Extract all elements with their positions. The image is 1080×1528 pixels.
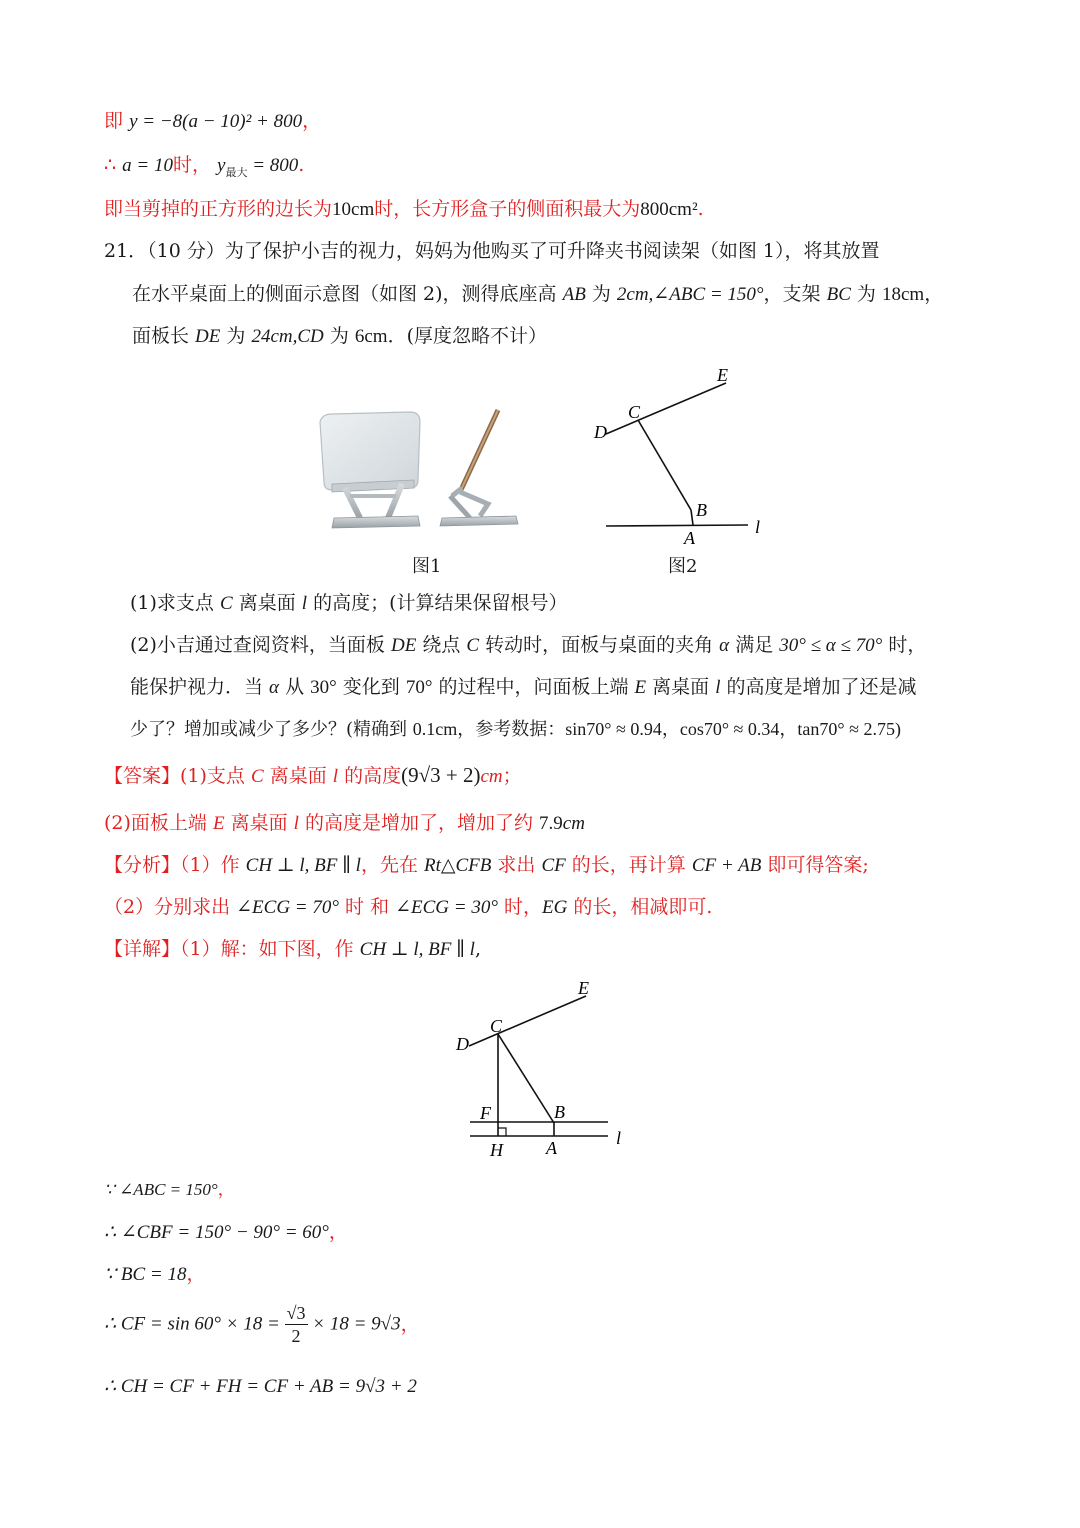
- label-E: E: [578, 978, 589, 998]
- text: 时，: [882, 634, 927, 656]
- text: ．(厚度忽略不计）: [387, 325, 548, 347]
- text: ，: [924, 283, 944, 305]
- figure-1-reading-stand: [310, 400, 530, 540]
- text: 时，: [172, 154, 211, 176]
- formula: CH ⊥ l, BF ∥ l: [359, 939, 475, 960]
- formula: (9√3 + 2): [401, 763, 481, 787]
- text: 离桌面: [232, 592, 302, 614]
- formula: = 800: [247, 155, 299, 176]
- text: 时，长方形盒子的侧面积最大为: [374, 198, 641, 220]
- support-BC: [638, 420, 691, 510]
- text: ，: [328, 1221, 348, 1243]
- text: （2）分别求出: [104, 896, 237, 918]
- text: 少了？增加或减少了多少？(精确到: [130, 719, 413, 740]
- text: 的长，再计算: [565, 854, 692, 876]
- value: 0.1cm: [412, 719, 458, 739]
- formula: DE: [195, 326, 221, 347]
- formula: α: [269, 677, 280, 698]
- label-l: l: [616, 1128, 622, 1148]
- text: 离桌面: [224, 812, 294, 834]
- text: .: [298, 154, 305, 176]
- text: (2)小吉通过查阅资料，当面板: [130, 634, 391, 656]
- text: 的高度是增加了还是减: [720, 676, 917, 698]
- label-B: B: [696, 500, 707, 520]
- fraction-numerator: √3: [286, 1303, 306, 1323]
- formula: C: [466, 635, 480, 656]
- text: ，先在: [360, 854, 424, 876]
- text: ，参考数据：: [457, 719, 566, 740]
- text: ，支架: [763, 283, 827, 305]
- text: 从: [279, 676, 311, 698]
- base-AB: [691, 510, 693, 525]
- part-2-line-1: [130, 632, 926, 659]
- text: (2)面板上端: [104, 812, 213, 834]
- label-E: E: [717, 365, 728, 385]
- formula: CH ⊥ l, BF ∥ l: [245, 855, 361, 876]
- text: 的高度是增加了，增加了约: [298, 812, 540, 834]
- text: 即可得答案;: [761, 854, 869, 876]
- figure-3-solution-diagram: [450, 976, 640, 1162]
- detail-line-1: [104, 936, 481, 963]
- formula: y: [217, 155, 226, 176]
- label-B: B: [554, 1102, 565, 1122]
- formula: C: [219, 593, 233, 614]
- unit: cm: [480, 766, 503, 787]
- step-2: [104, 1219, 348, 1246]
- analysis-line-1: [104, 852, 869, 879]
- analysis-line-2: [104, 894, 712, 921]
- table-line-l: [606, 525, 748, 526]
- value: 18cm: [881, 284, 925, 305]
- formula: ∴ ∠CBF = 150° − 90° = 60°: [104, 1222, 329, 1243]
- text: 为: [850, 283, 882, 305]
- label-l: l: [755, 517, 761, 537]
- part-2-line-2: [130, 674, 917, 701]
- text: 时 和: [338, 896, 396, 918]
- figure-2-caption: 图2: [668, 556, 698, 577]
- formula: 2cm,∠ABC = 150°: [616, 284, 764, 305]
- formula: E: [634, 677, 647, 698]
- value: 10cm: [332, 199, 375, 220]
- prev-line-2: [104, 152, 304, 186]
- formula: C: [250, 766, 264, 787]
- text: 的过程中，问面板上端: [432, 676, 635, 698]
- formula: CF: [541, 855, 566, 876]
- step-5: [104, 1373, 417, 1400]
- formula: 24cm,CD: [251, 326, 324, 347]
- value: 30°: [310, 677, 337, 698]
- text: 求出: [491, 854, 542, 876]
- unit: cm: [562, 813, 585, 834]
- step-1: [104, 1177, 235, 1203]
- text: 面板长: [132, 325, 196, 347]
- text: ，: [217, 1180, 235, 1200]
- value: 7.9: [539, 813, 563, 834]
- formula: EG: [542, 897, 568, 918]
- text: 【答案】(1)支点: [104, 765, 251, 787]
- formula: ∠ECG = 70°: [236, 897, 339, 918]
- formula: Rt△CFB: [424, 855, 492, 876]
- question-line-3: [132, 323, 547, 350]
- formula: ∵ BC = 18: [104, 1264, 187, 1285]
- formula: l: [715, 677, 721, 698]
- question-line-2: [132, 281, 943, 308]
- formula: α: [719, 635, 730, 656]
- label-A: A: [546, 1138, 557, 1158]
- step-4: [104, 1302, 420, 1362]
- text: 为: [585, 283, 617, 305]
- text: ；: [502, 765, 522, 787]
- formula: ∠ECG = 30°: [395, 897, 498, 918]
- text: ，: [302, 110, 322, 132]
- formula: E: [212, 813, 225, 834]
- subscript: 最大: [225, 165, 248, 179]
- prev-line-3: [104, 196, 704, 223]
- label-F: F: [480, 1103, 491, 1123]
- fraction: [285, 1302, 308, 1347]
- label-A: A: [684, 528, 695, 548]
- formula: ∴ CH = CF + FH = CF + AB = 9√3 + 2: [104, 1376, 417, 1397]
- text: 离桌面: [646, 676, 716, 698]
- formula: y = −8(a − 10)² + 800: [129, 111, 303, 132]
- answer-line-2: [104, 810, 585, 837]
- text: 时，: [497, 896, 542, 918]
- value: 70°: [405, 677, 433, 698]
- formula: 30° ≤ α ≤ 70°: [779, 635, 883, 656]
- text: 离桌面: [263, 765, 333, 787]
- text: 的长，相减即可.: [567, 896, 713, 918]
- figure-1-caption: 图1: [412, 556, 442, 577]
- panel-DE: [606, 383, 726, 434]
- text: 即当剪掉的正方形的边长为: [104, 198, 333, 220]
- text: 即: [104, 110, 124, 132]
- text: ∴: [104, 154, 117, 176]
- formula: AB: [562, 284, 586, 305]
- formula: a = 10: [122, 155, 173, 176]
- right-angle-mark: [498, 1128, 506, 1136]
- part-1: [130, 590, 567, 617]
- formula: CF + AB: [691, 855, 762, 876]
- support-BC: [498, 1034, 554, 1123]
- formula: l: [293, 813, 299, 834]
- text: 在水平桌面上的侧面示意图（如图 2)，测得底座高: [132, 283, 563, 305]
- text: (1)求支点: [130, 592, 220, 614]
- label-D: D: [594, 422, 607, 442]
- text: 转动时，面板与桌面的夹角: [479, 634, 720, 656]
- value: 800cm²: [640, 199, 698, 220]
- label-C: C: [628, 402, 641, 422]
- text: ，: [400, 1313, 420, 1336]
- formula: l: [301, 593, 308, 614]
- formula: DE: [390, 635, 417, 656]
- value: 6cm: [354, 326, 388, 347]
- label-C: C: [490, 1016, 503, 1036]
- text: ，: [186, 1263, 206, 1285]
- part-2-line-3: [130, 716, 901, 743]
- formula: l: [332, 766, 339, 787]
- label-H: H: [490, 1140, 503, 1160]
- text: 绕点: [416, 634, 467, 656]
- text: 变化到: [336, 676, 406, 698]
- prev-line-1: [104, 108, 321, 135]
- fraction-denominator: 2: [291, 1326, 301, 1346]
- text: .: [697, 198, 704, 220]
- text: 【分析】（1）作: [104, 854, 246, 876]
- text: 能保护视力．当: [130, 676, 270, 698]
- text: 满足: [729, 634, 780, 656]
- text: 【详解】（1）解：如下图，作: [104, 938, 360, 960]
- question-line-1: 21．（10 分）为了保护小吉的视力，妈妈为他购买了可升降夹书阅读架（如图 1），将其放置: [104, 240, 880, 262]
- text: ,: [474, 938, 481, 960]
- formula: BC: [826, 284, 851, 305]
- figure-2-diagram: [590, 362, 780, 552]
- text: 为: [220, 325, 252, 347]
- text: 的高度: [338, 765, 402, 787]
- formula: × 18 = 9√3: [307, 1313, 401, 1335]
- answer-line-1: [104, 762, 522, 790]
- label-D: D: [456, 1034, 469, 1054]
- text: 的高度；(计算结果保留根号）: [307, 592, 568, 614]
- value: sin70° ≈ 0.94，cos70° ≈ 0.34，tan70° ≈ 2.75): [565, 719, 901, 739]
- step-3: [104, 1261, 205, 1288]
- formula: ∴ CF = sin 60° × 18 =: [104, 1313, 285, 1335]
- panel-DE: [469, 996, 586, 1046]
- formula: ∵ ∠ABC = 150°: [104, 1180, 218, 1199]
- text: 为: [323, 325, 355, 347]
